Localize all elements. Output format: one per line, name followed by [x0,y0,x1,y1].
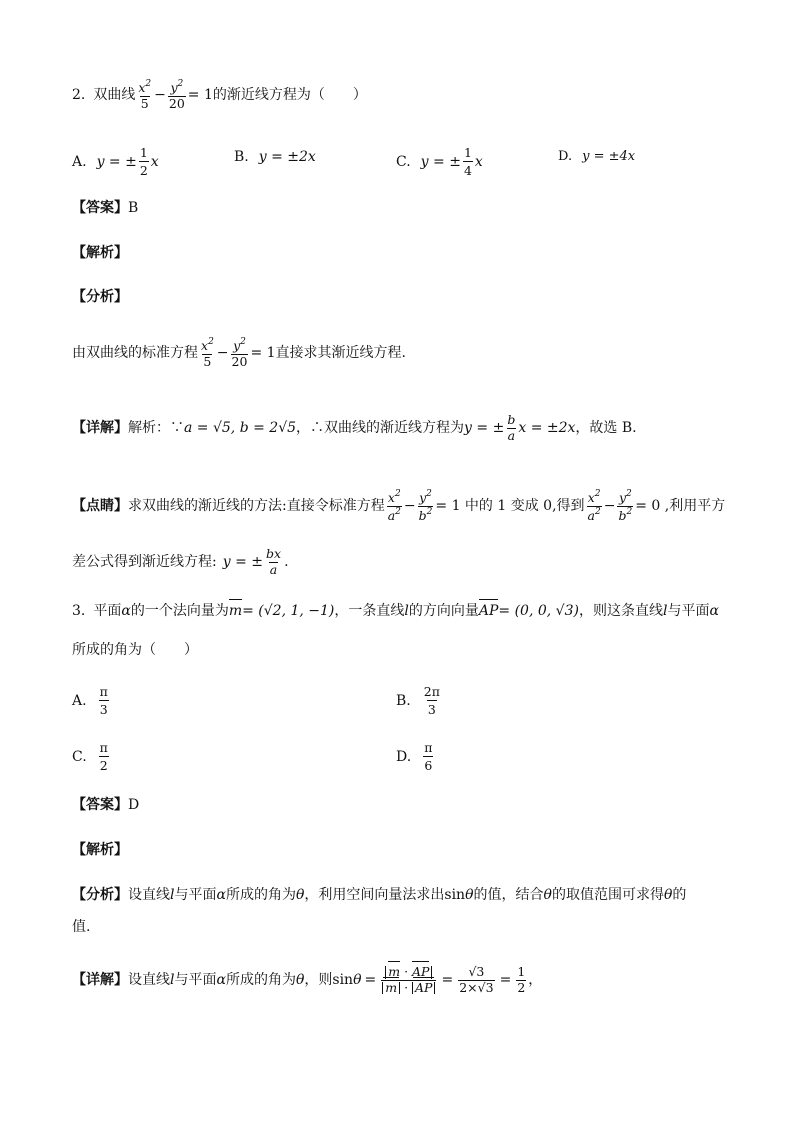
q2-analysis-heading: 【解析】 [72,245,128,261]
q2-tip-line2: 差公式得到渐近线方程: y = ± $\frac{bx}{a}$ . [72,546,289,577]
q2-stem: 2. 双曲线 $\frac{x^2}{5}$ − $\frac{y^2}{20}$ = 1 的渐近线方程为（ ） [72,79,367,111]
q2-tip: 【点睛】 求双曲线的渐近线的方法:直接令标准方程 $\frac{x^2}{a^2}$ − $\frac{y^2}{b^2}$ = 1 中的 1 变成 0,得到 $\frac{x^2}{a^2}$ − $\frac{y^2}{b^2}$ = 0 ,利用平方 [72,489,726,523]
q3-option-c[interactable]: C. $\frac{\pi}{2}$ [72,740,108,773]
q2-option-d[interactable]: D. y = ±4x [558,149,636,164]
q2-detail: 【详解】 解析：∵ a = √5, b = 2√5 ，∴双曲线的渐近线方程为 y = ± $\frac{b}{a}$ x = ±2x ，故选 B. [72,412,637,443]
vector-m: m [228,603,243,619]
q2-frac-x: $\frac{x^2}{5}$ [138,79,152,111]
sin-theta-fraction: $\frac{m \cdot AP}{m \cdot AP}$ [381,966,436,994]
q3-option-d[interactable]: D. $\frac{\pi}{6}$ [396,740,433,773]
vector-ap: AP [478,603,499,619]
q2-option-c[interactable]: C. y = ± $\frac{1}{4}$ x [396,145,483,178]
q2-option-b[interactable]: B. y = ±2x [234,149,316,165]
q3-answer: 【答案】 D [72,797,140,813]
q3-number: 3. [72,603,86,619]
q3-fenxi-line2: 值. [72,919,91,935]
q3-option-a[interactable]: A. $\frac{\pi}{3}$ [72,684,108,717]
q3-fenxi: 【分析】 设直线 l 与平面 α 所成的角为 θ ，利用空间向量法求出 sin θ 的值，结合 θ 的取值范围可求得 θ 的 [72,887,687,903]
q2-fenxi-heading: 【分析】 [72,289,128,305]
q3-detail: 【详解】 设直线 l 与平面 α 所成的角为 θ ，则 sin θ = $\frac{m \cdot AP}{m \cdot AP}$ = $\frac{√3}{2\times√3}$ = $\frac{1}{2}$ ， [72,964,543,995]
q2-option-a[interactable]: A. y = ± $\frac{1}{2}$ x [72,145,159,178]
q2-frac-y: $\frac{y^2}{20}$ [168,79,185,111]
q2-fenxi-text: 由双曲线的标准方程 $\frac{x^2}{5}$ − $\frac{y^2}{20}$ = 1 直接求其渐近线方程. [72,337,406,369]
q2-number: 2. [72,87,86,103]
q3-analysis-heading: 【解析】 [72,842,128,858]
q2-answer: 【答案】 B [72,200,139,216]
q3-stem-line2: 所成的角为（ ） [72,642,198,658]
q3-option-b[interactable]: B. $\frac{2\pi}{3}$ [396,684,440,717]
q3-stem: 3. 平面 α 的一个法向量为 m = (√2, 1, −1) ，一条直线 l 的方向向量 AP = (0, 0, √3) ，则这条直线 l 与平面 α [72,603,719,619]
